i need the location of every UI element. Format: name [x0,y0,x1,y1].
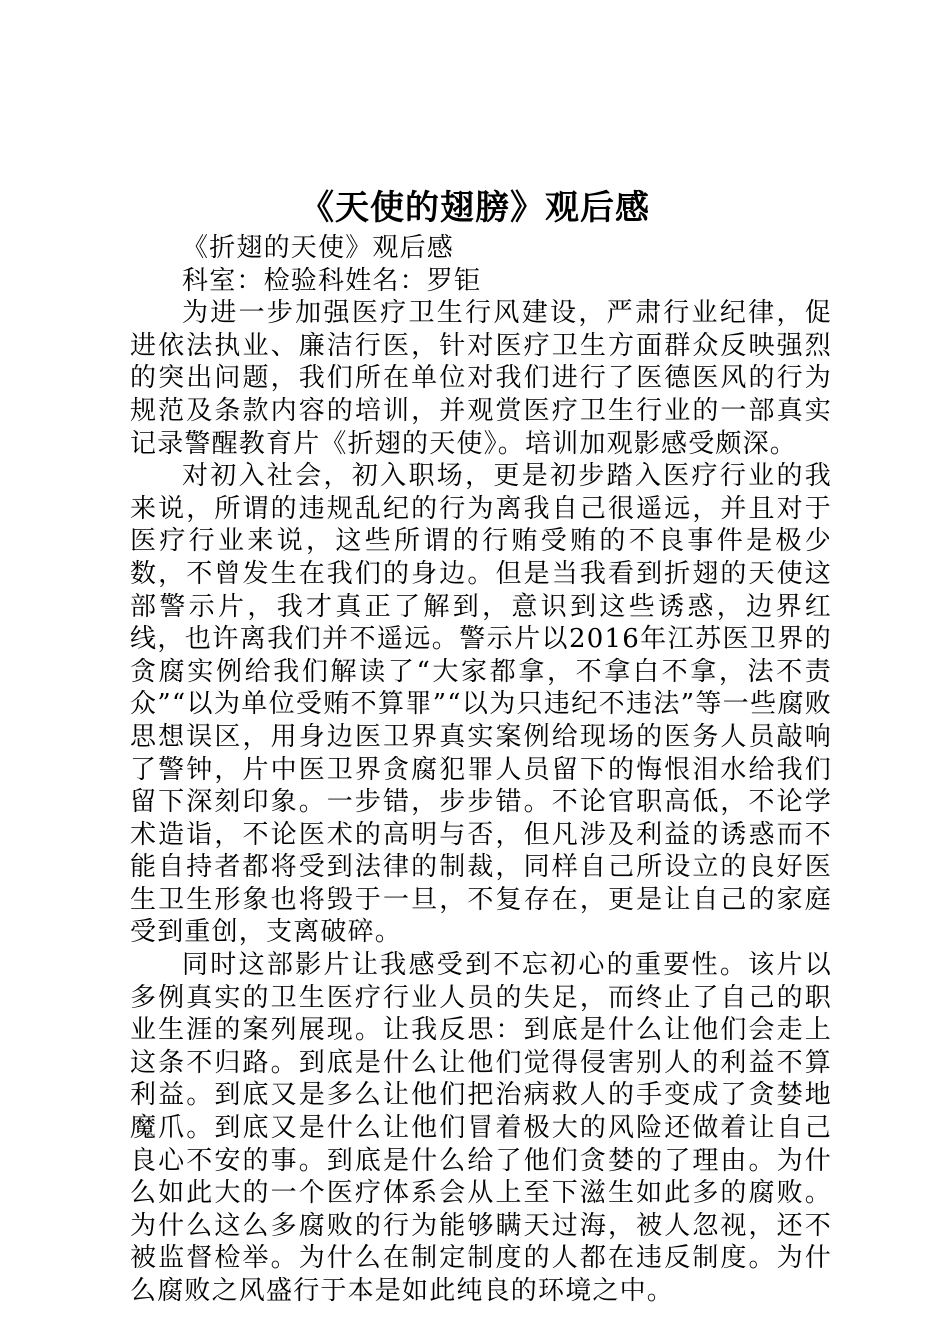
byline: 科室：检验科姓名：罗钜 [182,265,482,296]
paragraph: 为进一步加强医疗卫生行风建设，严肃行业纪律，促进依法执业、廉洁行医，针对医疗卫生方面群众反映强烈的突出问题，我们所在单位对我们进行了医德医风的行为规范及条款内容的培训，并观赏医疗卫生行业的一部真实记录警醒教育片《折翅的天使》。培训加观影感受颇深。 [130,298,832,459]
document-body [130,232,832,1308]
paragraph: 对初入社会，初入职场，更是初步踏入医疗行业的我来说，所谓的违规乱纪的行为离我自己很遥远，并且对于医疗行业来说，这些所谓的行贿受贿的不良事件是极少数，不曾发生在我们的身边。但是当我看到折翅的天使这部警示片，我才真正了解到，意识到这些诱惑，边界红线，也许离我们并不遥远。警示片以2016年江苏医卫界的贪腐实例给我们解读了“大家都拿，不拿白不拿，法不责众”“以为单位受贿不算罪”“以为只违纪不违法”等一些腐败思想误区，用身边医卫界真实案例给现场的医务人员敲响了警钟，片中医卫界贪腐犯罪人员留下的悔恨泪水给我们留下深刻印象。一步错，步步错。不论官职高低，不论学术造诣，不论医术的高明与否，但凡涉及利益的诱惑而不能自持者都将受到法律的制裁，同样自己所设立的良好医生卫生形象也将毁于一旦，不复存在，更是让自己的家庭受到重创，支离破碎。 [130,461,832,948]
subtitle-line: 《折翅的天使》观后感 [182,233,455,263]
paragraph: 同时这部影片让我感受到不忘初心的重要性。该片以多例真实的卫生医疗行业人员的失足，而终止了自己的职业生涯的案列展现。让我反思：到底是什么让他们会走上这条不归路。到底是什么让他们觉得侵害别人的利益不算利益。到底又是多么让他们把治病救人的手变成了贪婪地魔爪。到底又是什么让他们冒着极大的风险还做着让自己良心不安的事。到底是什么给了他们贪婪的了理由。为什么如此大的一个医疗体系会从上至下滋生如此多的腐败。为什么这么多腐败的行为能够瞒天过海，被人忽视，还不被监督检举。为什么在制定制度的人都在违反制度。为什么腐败之风盛行于本是如此纯良的环境之中。 [130,950,832,1306]
document-title: 《天使的翅膀》观后感 [300,188,650,228]
